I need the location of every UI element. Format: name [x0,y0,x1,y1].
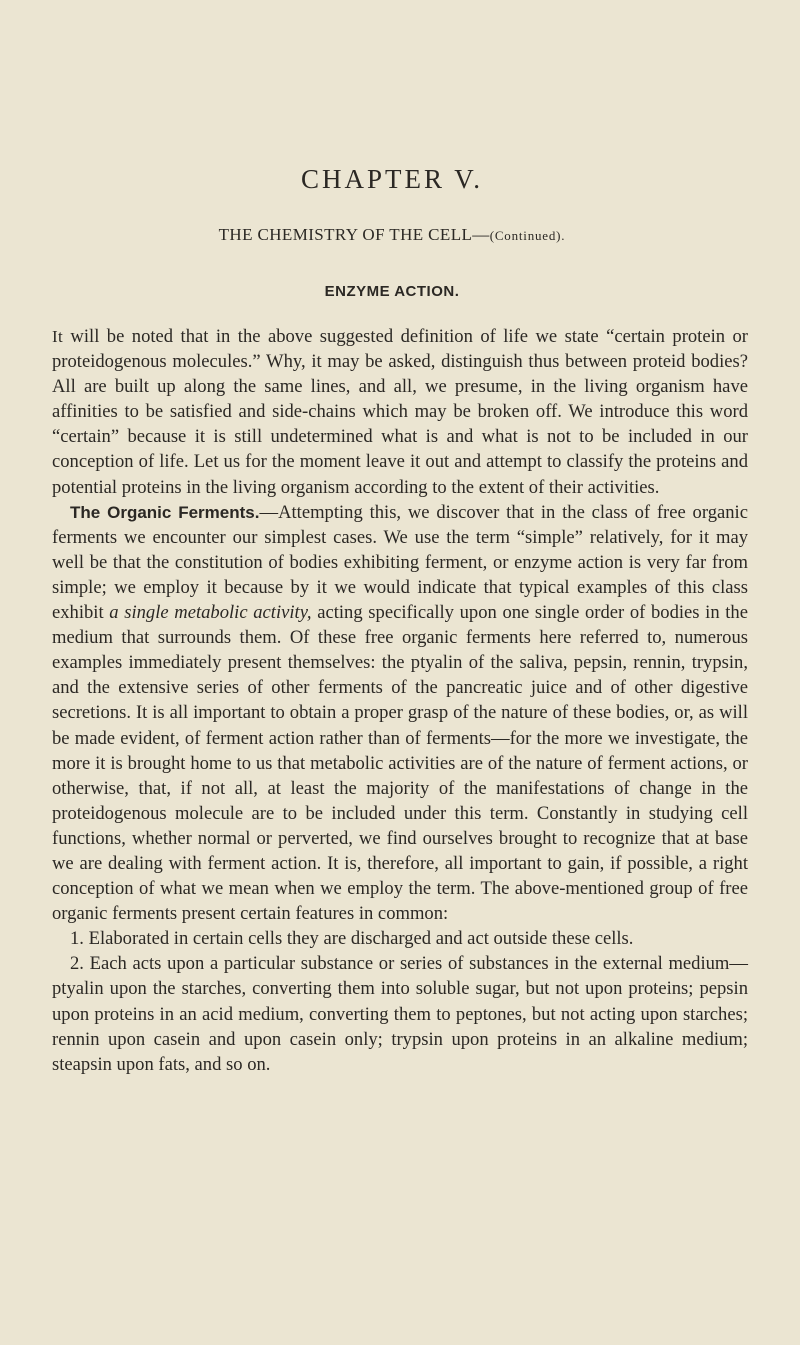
chapter-heading: CHAPTER V. [300,164,484,194]
paragraph-2-text-a: —Attempting this, we discover that in the class of free organic ferments we encounter our simplest cases. We use the term “simple” relatively, for it may well be that the constitution of bodies exhibiting ferment, or enzyme action is very far from simple; we employ it because by it we would indicate that typical examples of this class exhibit [52,501,748,624]
paragraph-1-text: will be noted that in the above suggested definition of life we state “certain protein or proteidogenous molecules.” Why, it may be asked, distinguish thus between proteid bodies? All are built up along the same lines, and all, we presume, in the living organism have affinities to be satisfied and side-chains which may be broken off. We introduce this word “certain” because it is still undetermined what is and what is not to be included in our conception of life. Let us for the moment leave it out and attempt to classify the proteins and potential proteins in the living organism according to the extent of their activities. [52,326,748,498]
list-item-2: 2. Each acts upon a particular substance or series of substances in the external medium—ptyalin upon the starches, converting them into soluble sugar, but not upon proteins; pepsin upon proteins in an acid medium, converting them to peptones, but not acting upon starches; rennin upon casein and upon casein only; trypsin upon proteins in an alkaline medium; steapsin upon fats, and so on. [52,953,748,1075]
list-item-1: 1. Elaborated in certain cells they are discharged and act outside these cells. [70,928,634,950]
paragraph-1 [52,324,748,500]
chapter-subheading [52,224,732,247]
chapter-subheading-title: THE CHEMISTRY OF THE CELL— [218,225,490,244]
paragraph-2 [52,500,748,927]
paragraph-1-opening: It [52,327,63,346]
section-title: ENZYME ACTION. [324,283,460,300]
paragraph-2-italic: a single metabolic activity, [109,602,312,624]
paragraph-2-text-b: acting specifically upon one single order of bodies in the medium that surrounds them. Of these free organic ferments here referred to, numerous examples immediately present themselves: the ptyalin of the saliva, pepsin, rennin, trypsin, and the extensive series of other ferments of the pancreatic juice and of other digestive secretions. It is all important to obtain a proper grasp of the nature of these bodies, or, as will be made evident, of ferment action rather than of ferments—for the more we investigate, the more it is brought home to us that metabolic activities are of the nature of ferment actions, or otherwise, that, if not all, at least the majority of the manifestations of change in the proteidogenous molecule are to be included under this term. Constantly in studying cell functions, whether normal or perverted, we find ourselves brought to recognize that at base we are dealing with ferment action. It is, therefore, all important to gain, if possible, a right conception of what we mean when we employ the term. The above-mentioned group of free organic ferments present certain features in common: [52,602,748,925]
book-page [52,0,748,1345]
run-in-heading: The Organic Ferments. [70,502,260,522]
chapter-subheading-continued: (Continued). [489,228,566,243]
body-text [52,324,748,1077]
